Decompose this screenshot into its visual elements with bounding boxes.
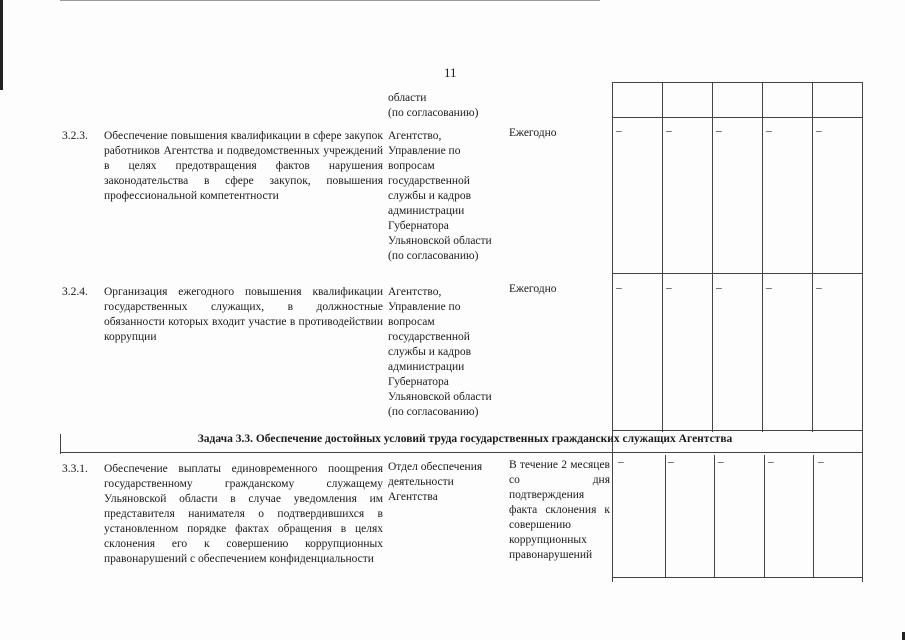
value-cell: – bbox=[766, 282, 772, 294]
row-responsible: Отдел обеспечения деятельности Агентства bbox=[388, 461, 483, 503]
grid-line bbox=[612, 577, 863, 578]
value-cell: – bbox=[766, 125, 772, 137]
row-deadline: Ежегодно bbox=[509, 283, 557, 295]
value-cell: – bbox=[666, 282, 672, 294]
value-cell: – bbox=[816, 282, 822, 294]
value-cell: – bbox=[718, 456, 724, 468]
value-cell: – bbox=[818, 456, 824, 468]
scan-edge-left bbox=[0, 0, 3, 90]
grid-line bbox=[60, 452, 863, 453]
grid-line bbox=[862, 82, 863, 582]
grid-line bbox=[612, 82, 863, 83]
grid-line bbox=[813, 455, 814, 577]
grid-line bbox=[612, 430, 863, 431]
grid-line bbox=[764, 455, 765, 577]
row-deadline: В течение 2 месяцев со дня подтверждения факта склонения к совершению коррупционных правонарушений bbox=[509, 459, 610, 561]
row-description: Организация ежегодного повышения квалификации государственных служащих, в должностные обязанности которых входит участие в противодействии коррупции bbox=[104, 286, 383, 343]
page-number: 11 bbox=[444, 65, 457, 80]
continuation-responsible: области (по согласованию) bbox=[388, 92, 479, 119]
value-cell: – bbox=[616, 125, 622, 137]
value-cell: – bbox=[666, 125, 672, 137]
row-number: 3.2.3. bbox=[62, 130, 88, 142]
grid-line bbox=[612, 273, 863, 274]
grid-line bbox=[612, 117, 863, 118]
task-title: Задача 3.3. Обеспечение достойных условий труда государственных гражданских служащих Агентства bbox=[197, 433, 733, 445]
value-cell: – bbox=[616, 282, 622, 294]
row-responsible: Агентство, Управление по вопросам государственной службы и кадров администрации Губернатора Ульяновской области (по согласованию) bbox=[388, 286, 492, 418]
row-number: 3.2.4. bbox=[62, 286, 88, 298]
row-responsible: Агентство, Управление по вопросам государственной службы и кадров администрации Губернатора Ульяновской области (по согласованию) bbox=[388, 130, 492, 262]
row-description: Обеспечение выплаты единовременного поощрения государственному гражданскому служащему Ульяновской области в случае уведомления им представителя нанимателя о подтвердившихся в установленном порядке фактах обращения в целях склонения его к совершению коррупционных правонарушений с обеспечением конфиденциальности bbox=[104, 463, 383, 565]
value-cell: – bbox=[716, 125, 722, 137]
value-cell: – bbox=[618, 456, 624, 468]
value-cell: – bbox=[668, 456, 674, 468]
row-description: Обеспечение повышения квалификации в сфере закупок работников Агентства и подведомственных учреждений в целях предотвращения фактов нарушения законодательства в сфере закупок, повышения профессиональной компетентности bbox=[104, 130, 383, 202]
grid-line bbox=[714, 455, 715, 577]
scan-edge-top bbox=[60, 0, 600, 1]
value-cell: – bbox=[768, 456, 774, 468]
grid-line bbox=[712, 82, 713, 432]
grid-line bbox=[812, 82, 813, 432]
row-deadline: Ежегодно bbox=[509, 127, 557, 139]
grid-line bbox=[762, 82, 763, 432]
value-cell: – bbox=[716, 282, 722, 294]
row-number: 3.3.1. bbox=[62, 463, 88, 475]
grid-line bbox=[662, 82, 663, 432]
value-cell: – bbox=[816, 125, 822, 137]
grid-line bbox=[612, 82, 613, 582]
grid-line bbox=[665, 455, 666, 577]
